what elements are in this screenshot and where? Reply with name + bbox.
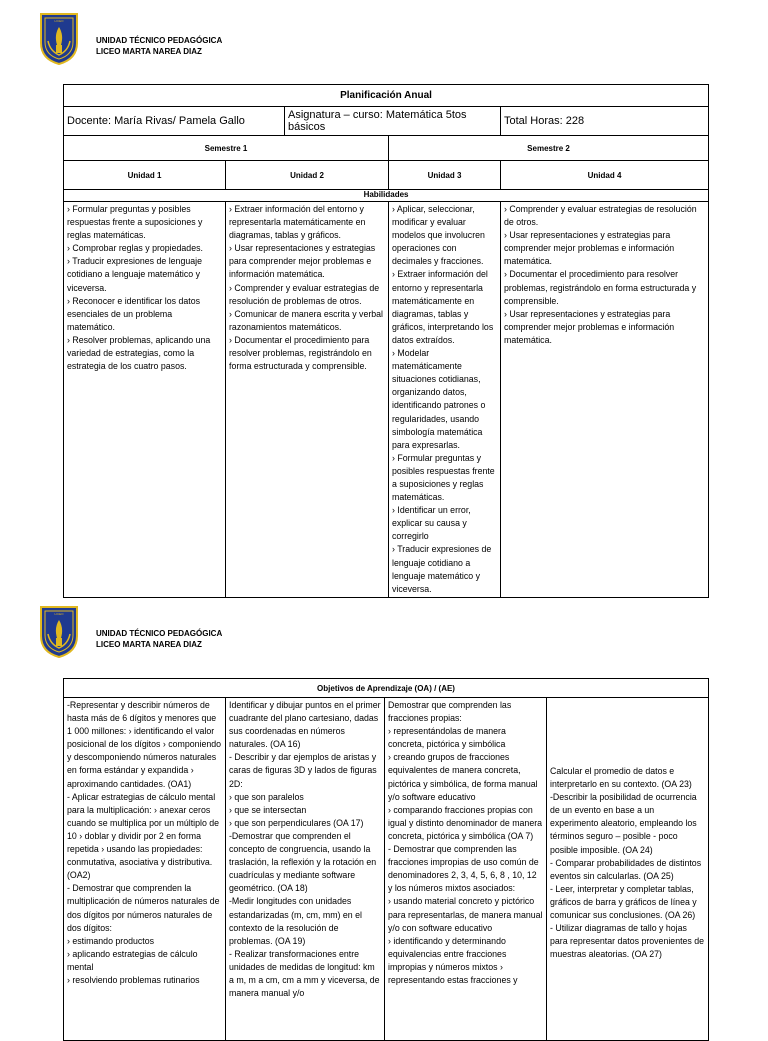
objectives-table bbox=[63, 678, 709, 1041]
unit-1-header: Unidad 1 bbox=[64, 161, 226, 190]
objective-item: › creando grupos de fracciones equivalentes de manera concreta, pictórica y simbólica, de forma manual y/o software educativo bbox=[388, 752, 538, 802]
objective-item: › resolviendo problemas rutinarios bbox=[67, 974, 200, 985]
objective-item: - Aplicar estrategias de cálculo mental para la multiplicación: › anexar ceros cuando se multiplica por un múltiplo de 10 › doblar y dividir por 2 en forma repetida › usando las propiedades: conmutativa, asociativa y distributiva. (OA2) bbox=[67, 791, 220, 881]
skill-item: › Traducir expresiones de lenguaje cotidiano a lenguaje matemático y viceversa. bbox=[67, 256, 202, 293]
objective-item: - Utilizar diagramas de tallo y hojas para representar datos provenientes de muestras aleatorias. (OA 27) bbox=[550, 923, 705, 960]
objective-item: - Demostrar que comprenden las fracciones impropias de uso común de denominadores 2, 3, 4, 5, 6, 8 , 10, 12 y los números mixtos asociados: bbox=[388, 844, 539, 894]
objectives-unit-1 bbox=[64, 698, 226, 1041]
objectives-title: Objetivos de Aprendizaje (OA) / (AE) bbox=[64, 679, 709, 698]
skill-item: › Usar representaciones y estrategias para comprender mejor problemas e información matemática. bbox=[229, 243, 376, 280]
habilidades-unit-1 bbox=[64, 202, 226, 598]
skill-item: › Reconocer e identificar los datos esenciales de un problema matemático. bbox=[67, 295, 200, 332]
docente-field: Docente: María Rivas/ Pamela Gallo bbox=[64, 107, 285, 136]
objective-item: representando estas fracciones y bbox=[388, 974, 518, 985]
objective-item: › usando material concreto y pictórico para representarlas, de manera manual y/o con software educativo bbox=[388, 896, 543, 933]
skill-item: › Identificar un error, explicar su causa y corregirlo bbox=[392, 505, 471, 542]
school-crest-icon bbox=[40, 606, 78, 658]
skill-item: › Usar representaciones y estrategias para comprender mejor problemas e información matemática. bbox=[504, 230, 675, 267]
habilidades-header: Habilidades bbox=[64, 190, 709, 202]
unit-4-header: Unidad 4 bbox=[501, 161, 709, 190]
skill-item: › Comprender y evaluar estrategias de resolución de otros. bbox=[504, 204, 697, 228]
svg-text:LICEO: LICEO bbox=[54, 19, 64, 23]
objective-item: › identificando y determinando equivalencias entre fracciones impropias y números mixtos › bbox=[388, 935, 507, 972]
unit-2-header: Unidad 2 bbox=[226, 161, 389, 190]
habilidades-unit-4 bbox=[501, 202, 709, 598]
school-header bbox=[40, 13, 340, 67]
skill-item: › Extraer información del entorno y representarla matemáticamente en diagramas, tablas y gráficos, interpretando los datos extraídos. bbox=[392, 269, 494, 345]
objective-item: Calcular el promedio de datos e interpretarlo en su contexto. (OA 23) bbox=[550, 766, 692, 790]
objective-item: -Demostrar que comprenden el concepto de congruencia, usando la traslación, la reflexión y la rotación en cuadrículas y mediante software geométrico. (OA 18) bbox=[229, 830, 377, 894]
skill-item: › Formular preguntas y posibles respuestas frente a suposiciones y reglas matemáticas. bbox=[392, 452, 495, 503]
school-name: LICEO MARTA NAREA DIAZ bbox=[96, 640, 202, 649]
objectives-unit-2 bbox=[226, 698, 385, 1041]
school-unit-name: UNIDAD TÉCNICO PEDAGÓGICA bbox=[96, 629, 223, 638]
asignatura-field: Asignatura – curso: Matemática 5tos básicos bbox=[285, 107, 501, 136]
skill-item: › Documentar el procedimiento para resolver problemas, registrándolo en forma estructurada y comprensible. bbox=[229, 334, 372, 372]
objective-item: › que se intersectan bbox=[229, 804, 307, 815]
objective-item: - Comparar probabilidades de distintos eventos sin calcularlas. (OA 25) bbox=[550, 857, 702, 881]
school-header bbox=[40, 606, 340, 660]
objectives-unit-4 bbox=[547, 698, 709, 1041]
skill-item: › Usar representaciones y estrategias para comprender mejor problemas e información matemática. bbox=[504, 308, 675, 345]
objective-item: › estimando productos bbox=[67, 935, 155, 946]
unit-3-header: Unidad 3 bbox=[389, 161, 501, 190]
objective-item: › que son perpendiculares (OA 17) bbox=[229, 817, 364, 828]
objectives-spacer bbox=[550, 699, 705, 765]
skill-item: › Formular preguntas y posibles respuestas frente a suposiciones y reglas matemáticas. bbox=[67, 204, 203, 241]
skill-item: › Traducir expresiones de lenguaje cotidiano a lenguaje matemático y viceversa. bbox=[392, 544, 492, 594]
skill-item: › Comunicar de manera escrita y verbal razonamientos matemáticos. bbox=[229, 308, 384, 332]
objective-item: - Describir y dar ejemplos de aristas y caras de figuras 3D y lados de figuras 2D: bbox=[229, 752, 377, 789]
objective-item: Identificar y dibujar puntos en el primer cuadrante del plano cartesiano, dadas sus coordenadas en números naturales. (OA 16) bbox=[229, 700, 381, 750]
objective-item: Demostrar que comprenden las fracciones propias: bbox=[388, 700, 512, 724]
objective-item: › que son paralelos bbox=[229, 791, 304, 802]
school-crest-icon bbox=[40, 13, 78, 65]
objective-item: - Leer, interpretar y completar tablas, gráficos de barra y gráficos de línea y comunicar sus conclusiones. (OA 26) bbox=[550, 883, 697, 921]
habilidades-unit-3 bbox=[389, 202, 501, 598]
objective-item: - Realizar transformaciones entre unidades de medidas de longitud: km a m, m a cm, cm a mm y viceversa, de manera manual y/o bbox=[229, 948, 380, 999]
objective-item: -Representar y describir números de hasta más de 6 dígitos y menores que 1 000 millones: › identificando el valor posicional de los dígitos › componiendo y descomponiendo números naturales en forma estándar y expandida › aproximando cantidades. (OA1) bbox=[67, 700, 222, 789]
planning-table bbox=[63, 84, 709, 598]
skill-item: › Aplicar, seleccionar, modificar y evaluar modelos que involucren operaciones con decimales y fracciones. bbox=[392, 204, 485, 267]
objective-item: › aplicando estrategias de cálculo mental bbox=[67, 948, 198, 972]
skill-item: › Extraer información del entorno y representarla matemáticamente en diagramas, tablas y gráficos. bbox=[229, 204, 366, 241]
objective-item: - Demostrar que comprenden la multiplicación de números naturales de dos dígitos por números naturales de dos dígitos: bbox=[67, 883, 220, 933]
skill-item: › Resolver problemas, aplicando una variedad de estrategias, como la estrategia de los cuatro pasos. bbox=[67, 334, 211, 372]
school-name: LICEO MARTA NAREA DIAZ bbox=[96, 47, 202, 56]
total-hours-field: Total Horas: 228 bbox=[501, 107, 709, 136]
semester-1-header: Semestre 1 bbox=[64, 136, 389, 161]
skill-item: › Modelar matemáticamente situaciones cotidianas, organizando datos, identificando patrones o regularidades, usando simbología matemática para expresarlas. bbox=[392, 348, 486, 450]
skill-item: › Comprobar reglas y propiedades. bbox=[67, 243, 203, 254]
habilidades-unit-2 bbox=[226, 202, 389, 598]
objectives-unit-3 bbox=[385, 698, 547, 1041]
school-unit-name: UNIDAD TÉCNICO PEDAGÓGICA bbox=[96, 36, 223, 45]
objective-item: -Describir la posibilidad de ocurrencia de un evento en base a un experimento aleatorio, empleando los términos seguro – posible - poco posible imposible. (OA 24) bbox=[550, 792, 697, 855]
plan-title: Planificación Anual bbox=[64, 85, 709, 107]
skill-item: › Documentar el procedimiento para resolver problemas, registrándolo en forma estructurada y comprensible. bbox=[504, 269, 697, 306]
svg-text:LICEO: LICEO bbox=[54, 612, 64, 616]
objective-item: › comparando fracciones propias con igual y distinto denominador de manera concreta, pictórica y simbólica (OA 7) bbox=[388, 804, 543, 841]
semester-2-header: Semestre 2 bbox=[389, 136, 709, 161]
objective-item: -Medir longitudes con unidades estandarizadas (m, cm, mm) en el contexto de la resolución de problemas. (OA 19) bbox=[229, 896, 362, 946]
objective-item: › representándolas de manera concreta, pictórica y simbólica bbox=[388, 726, 506, 750]
skill-item: › Comprender y evaluar estrategias de resolución de problemas de otros. bbox=[229, 282, 380, 306]
